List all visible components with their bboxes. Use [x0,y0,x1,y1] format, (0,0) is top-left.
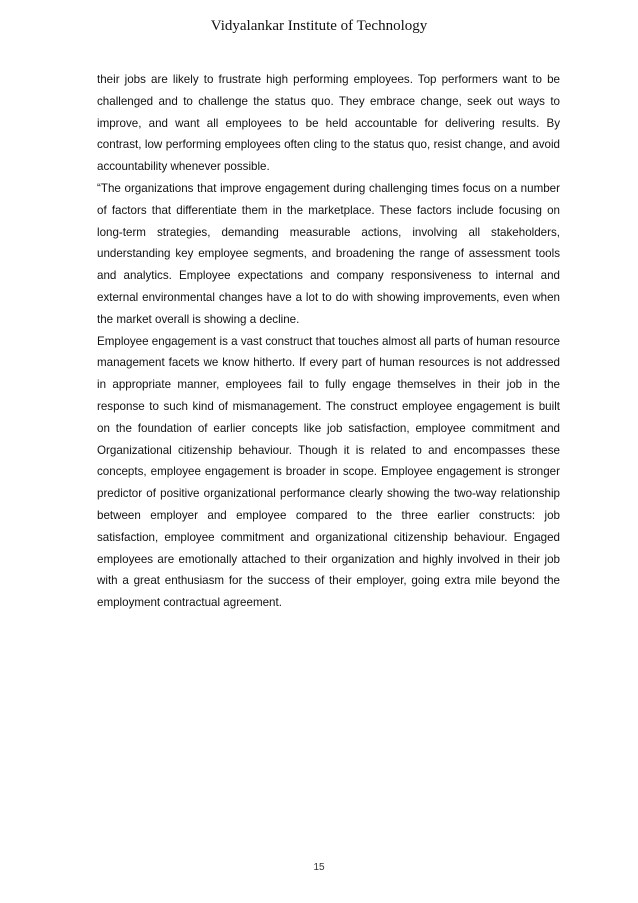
page-body [97,69,560,614]
page-header-title: Vidyalankar Institute of Technology [210,18,428,34]
body-paragraph: Employee engagement is a vast construct that touches almost all parts of human resource management facets we know hitherto. If every part of human resources is not addressed in appropriate manner, employees fail to fully engage themselves in their job in the response to such kind of mismanagement. The construct employee engagement is built on the foundation of earlier concepts like job satisfaction, employee commitment and Organizational citizenship behaviour. Though it is related to and encompasses these concepts, employee engagement is broader in scope. Employee engagement is stronger predictor of positive organizational performance clearly showing the two-way relationship between employer and employee compared to the three earlier constructs: job satisfaction, employee commitment and organizational citizenship behaviour. Engaged employees are emotionally attached to their organization and highly involved in their job with a great enthusiasm for the success of their employer, going extra mile beyond the employment contractual agreement. [97,334,560,610]
page-number: 15 [313,862,325,873]
body-paragraph: “The organizations that improve engagement during challenging times focus on a number of factors that differentiate them in the marketplace. These factors include focusing on long-term strategies, demanding measurable actions, involving all stakeholders, understanding key employee segments, and broadening the range of assessment tools and analytics. Employee expectations and company responsiveness to internal and external environmental changes have a lot to do with showing improvements, even when the market overall is showing a decline. [97,181,560,326]
body-paragraph: their jobs are likely to frustrate high performing employees. Top performers want to be challenged and to challenge the status quo. They embrace change, seek out ways to improve, and want all employees to be held accountable for delivering results. By contrast, low performing employees often cling to the status quo, resist change, and avoid accountability whenever possible. [97,73,560,174]
